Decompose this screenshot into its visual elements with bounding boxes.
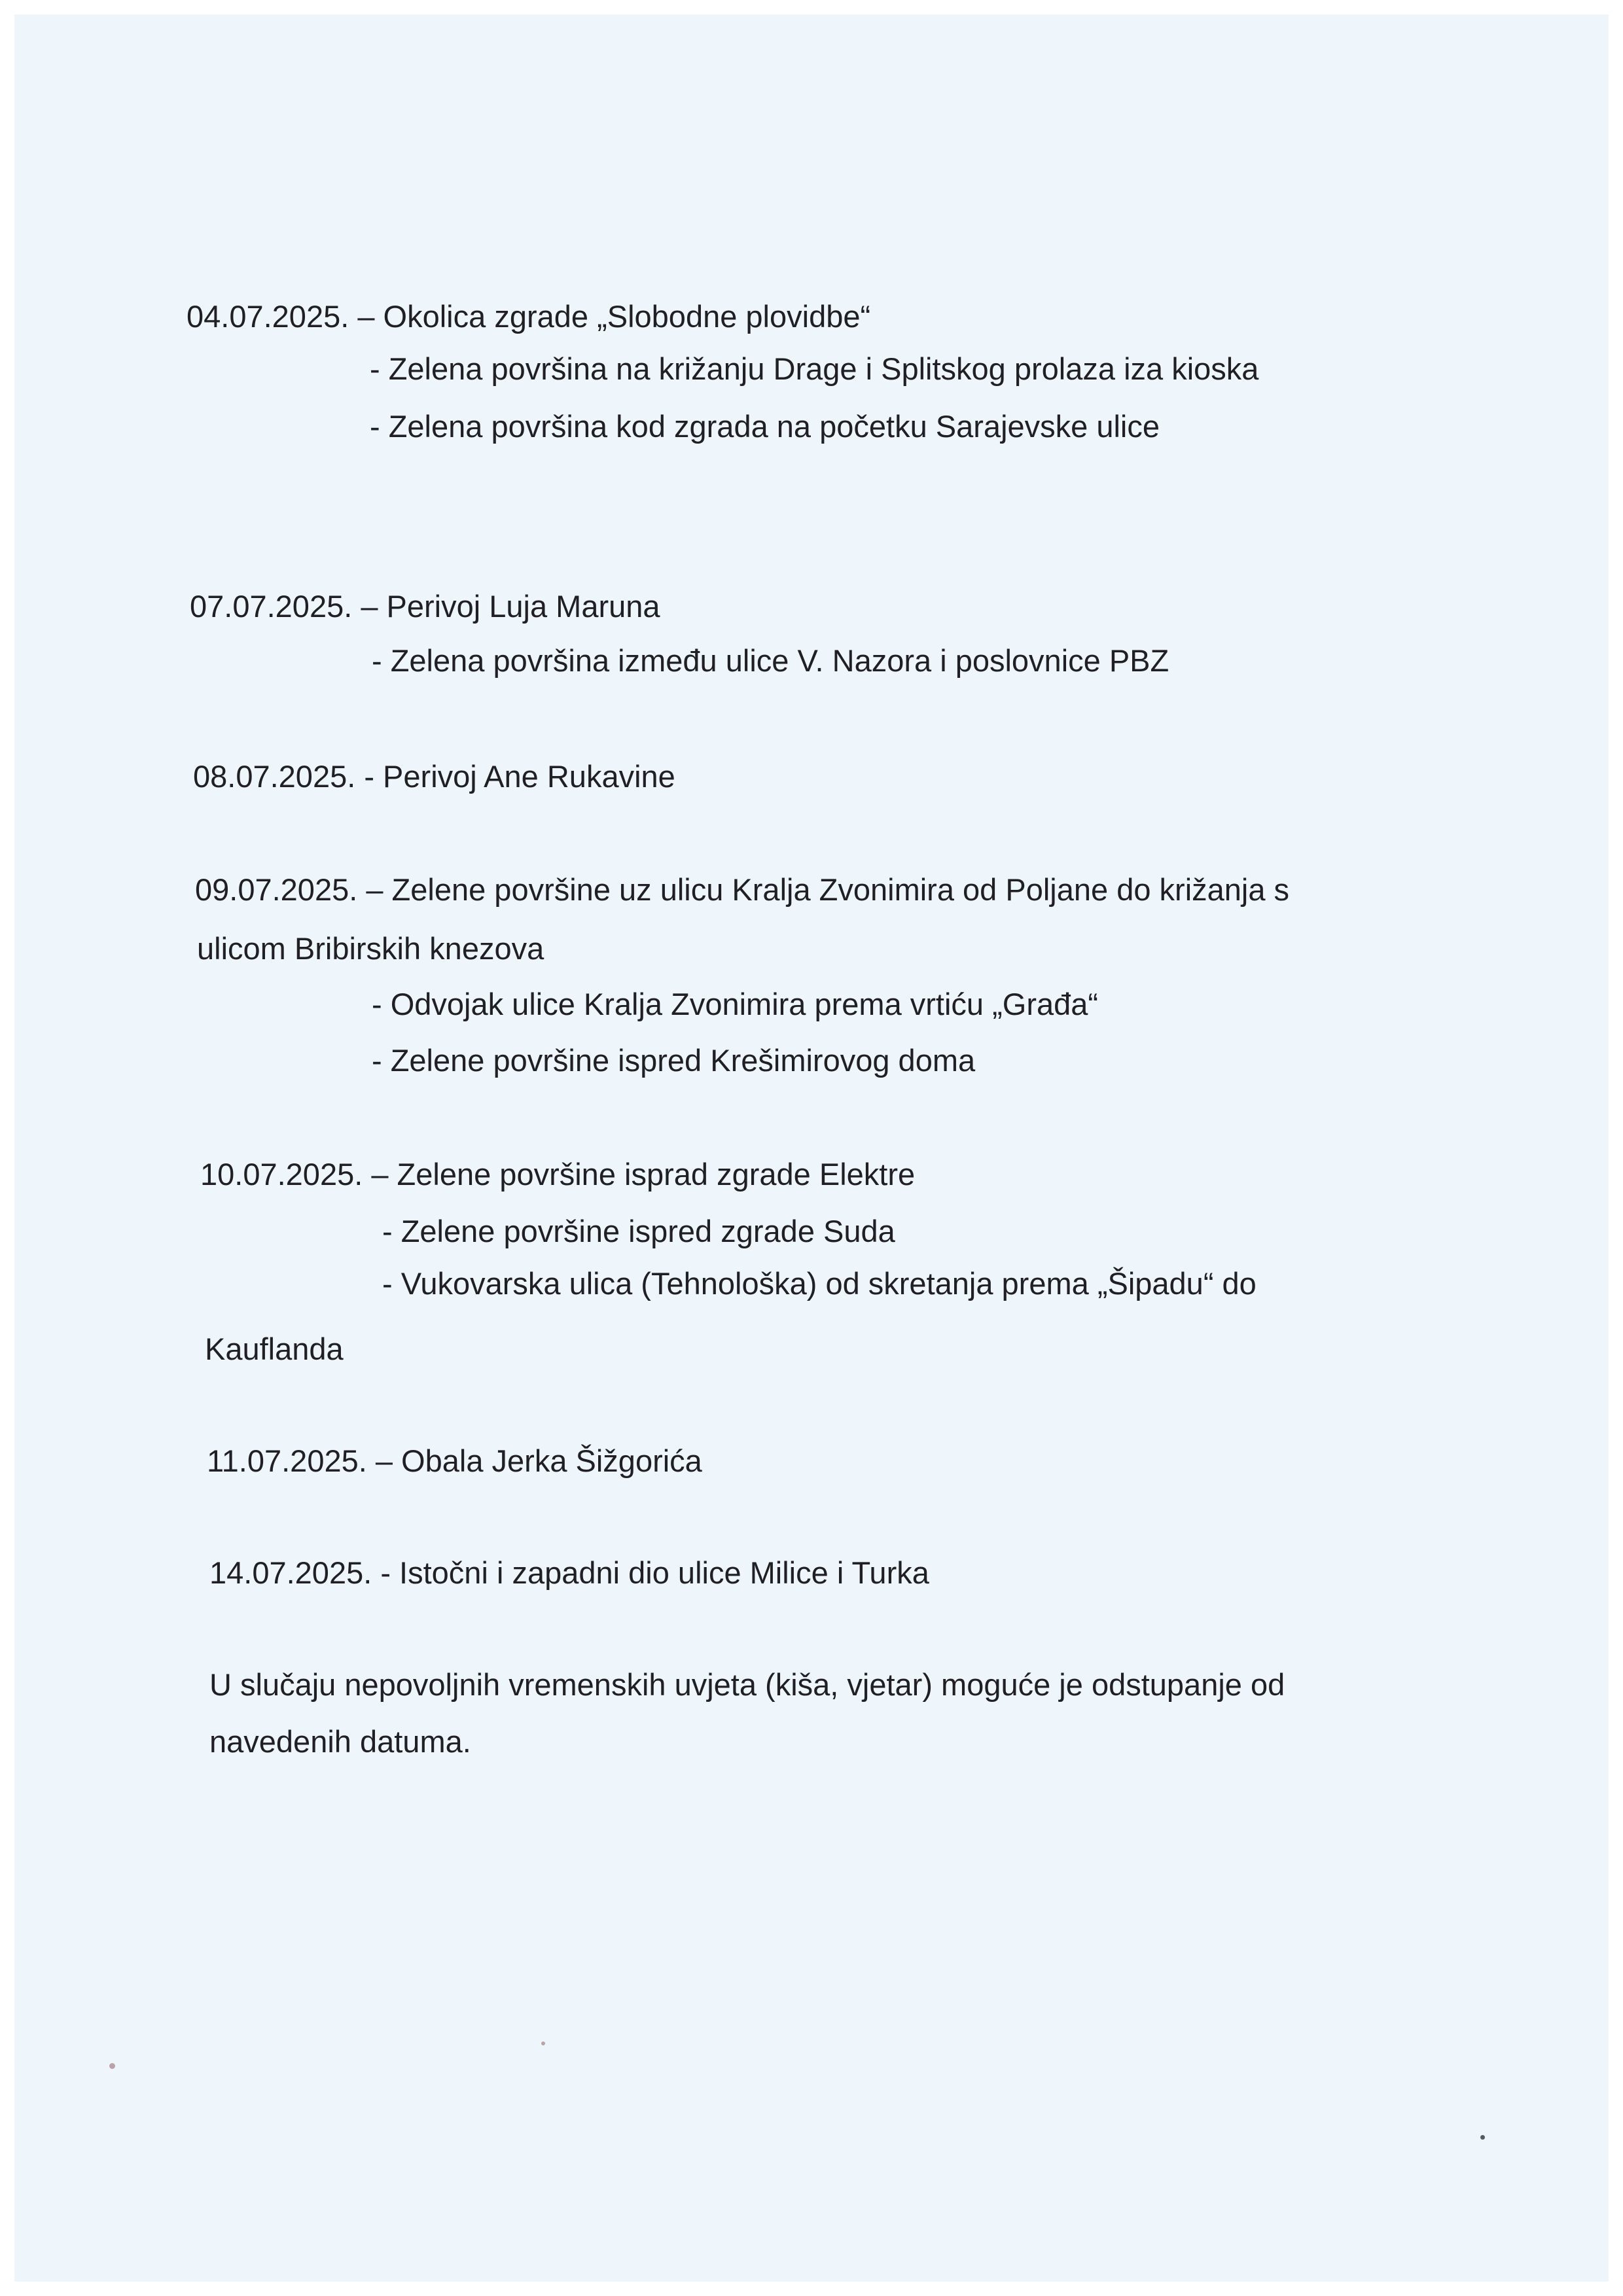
scanned-page [14,14,1609,2282]
scan-speck [1480,2135,1485,2140]
entry-item: - Zelena površina između ulice V. Nazora i poslovnice PBZ [372,643,1169,678]
entry-date-line: 07.07.2025. – Perivoj Luja Maruna [190,589,660,624]
entry-item: - Vukovarska ulica (Tehnološka) od skretanja prema „Šipadu“ do [382,1266,1257,1301]
weather-note-line: navedenih datuma. [209,1724,471,1759]
weather-note-line: U slučaju nepovoljnih vremenskih uvjeta (kiša, vjetar) moguće je odstupanje od [209,1667,1285,1702]
entry-date-line: 09.07.2025. – Zelene površine uz ulicu Kralja Zvonimira od Poljane do križanja s [195,872,1290,907]
entry-item: - Zelene površine ispred Krešimirovog doma [372,1043,976,1078]
entry-date-line: 04.07.2025. – Okolica zgrade „Slobodne plovidbe“ [187,299,871,334]
entry-continuation: Kauflanda [205,1332,344,1366]
entry-date-line: 08.07.2025. - Perivoj Ane Rukavine [193,759,675,794]
entry-continuation: ulicom Bribirskih knezova [197,931,544,966]
entry-item: - Odvojak ulice Kralja Zvonimira prema vrtiću „Građa“ [372,987,1099,1021]
entry-date-line: 10.07.2025. – Zelene površine isprad zgrade Elektre [200,1157,916,1192]
entry-item: - Zelena površina na križanju Drage i Splitskog prolaza iza kioska [370,351,1259,386]
entry-date-line: 14.07.2025. - Istočni i zapadni dio ulice Milice i Turka [209,1555,929,1590]
entry-item: - Zelena površina kod zgrada na početku Sarajevske ulice [370,409,1160,444]
scan-speck [541,2041,545,2045]
entry-date-line: 11.07.2025. – Obala Jerka Šižgorića [207,1443,702,1478]
scan-speck [109,2063,115,2069]
entry-item: - Zelene površine ispred zgrade Suda [382,1214,895,1248]
